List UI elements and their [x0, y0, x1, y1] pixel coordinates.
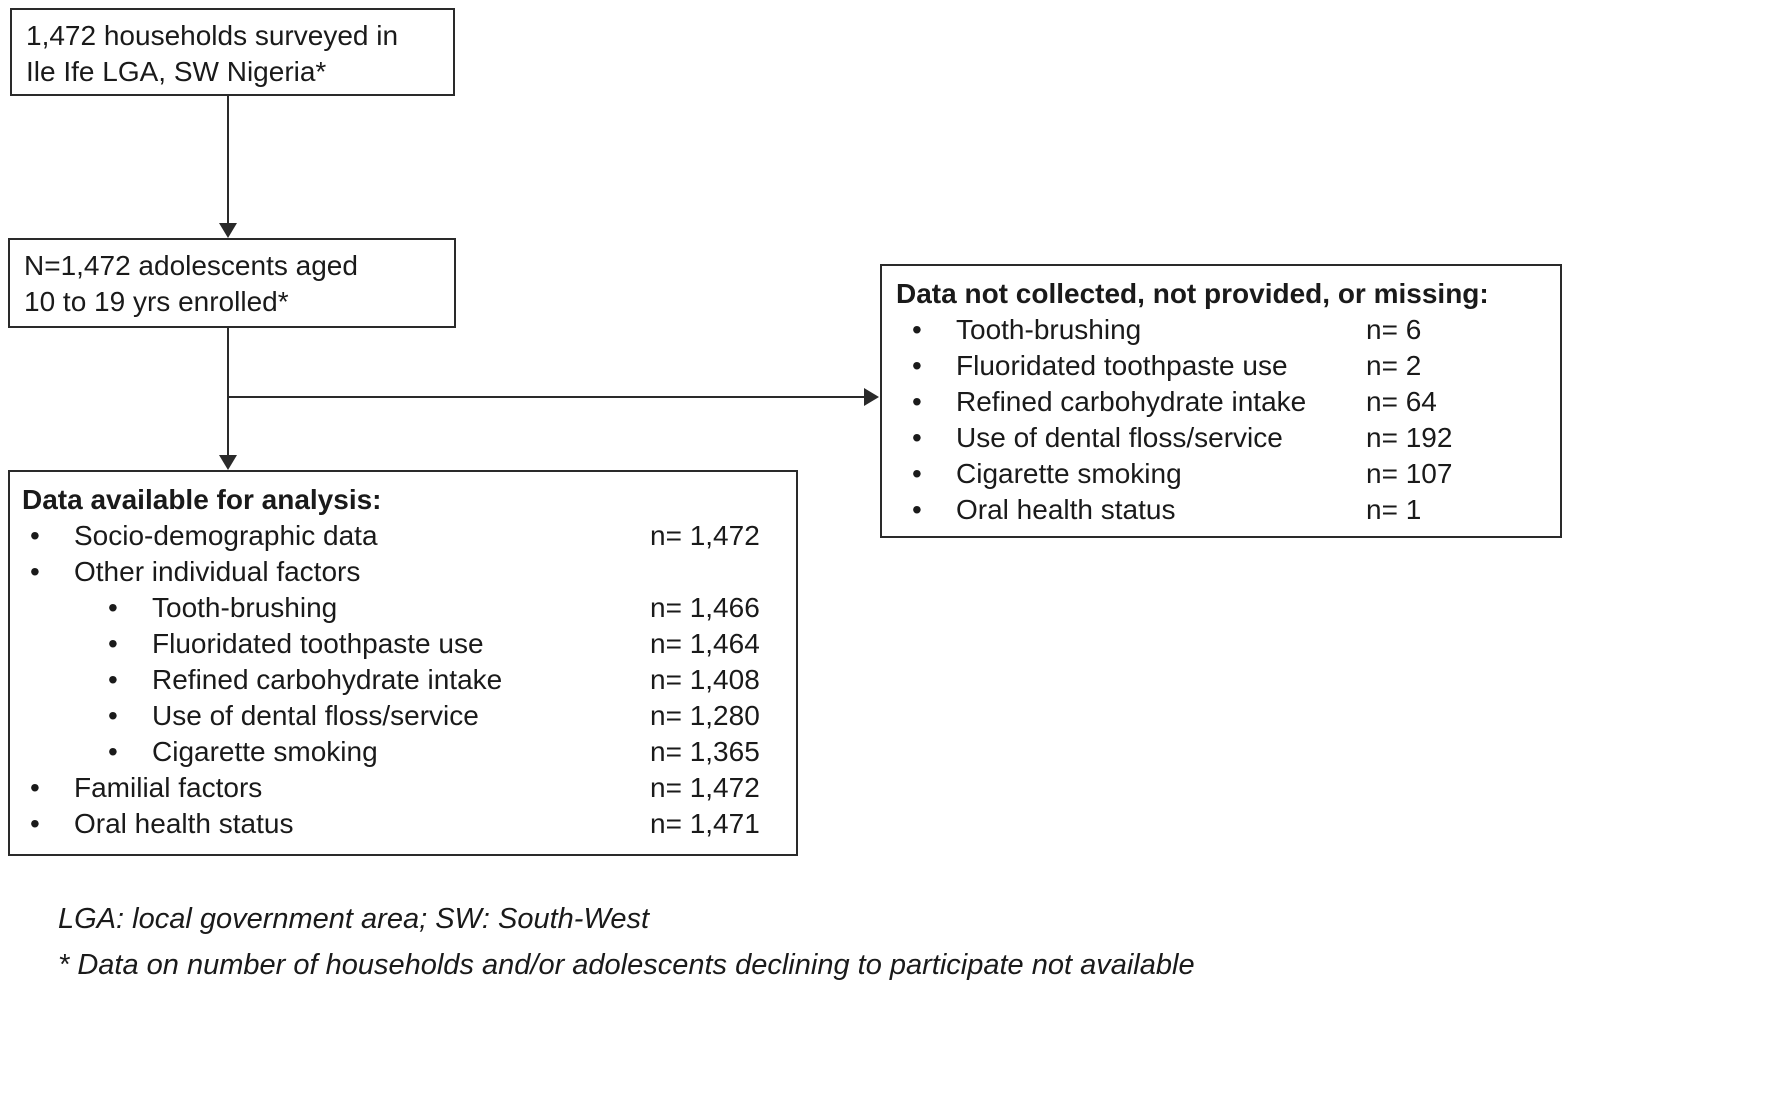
- bullet-icon: •: [108, 628, 118, 659]
- footnote-asterisk: * Data on number of households and/or adolescents declining to participate not available: [58, 949, 1195, 981]
- connector-line-branch-to-missing: [228, 396, 864, 398]
- box-households-surveyed: [10, 8, 455, 96]
- list-item-count: n= 1,472: [650, 772, 760, 803]
- bullet-icon: •: [912, 494, 922, 525]
- box-enrolled-line2: 10 to 19 yrs enrolled*: [24, 286, 289, 317]
- list-item-count: n= 1,365: [650, 736, 760, 767]
- list-item-count: n= 1,471: [650, 808, 760, 839]
- box-households-line2: Ile Ife LGA, SW Nigeria*: [26, 56, 327, 87]
- list-item: [22, 806, 784, 842]
- list-item: [22, 698, 784, 734]
- list-item-label: Refined carbohydrate intake: [956, 386, 1307, 417]
- list-item-label: Refined carbohydrate intake: [152, 664, 503, 695]
- list-item-count: n= 1,464: [650, 628, 760, 659]
- arrow-down-icon: [219, 455, 237, 470]
- list-item: [896, 348, 1546, 384]
- list-item: [22, 734, 784, 770]
- list-item-label: Use of dental floss/service: [956, 422, 1283, 453]
- list-item-label: Oral health status: [956, 494, 1176, 525]
- list-item-count: n= 1,466: [650, 592, 760, 623]
- list-item: [22, 590, 784, 626]
- list-item-label: Oral health status: [74, 808, 294, 839]
- list-item-count: n= 2: [1366, 350, 1422, 381]
- bullet-icon: •: [912, 386, 922, 417]
- list-item: [22, 626, 784, 662]
- bullet-icon: •: [912, 458, 922, 489]
- list-item: [22, 662, 784, 698]
- list-item-label: Socio-demographic data: [74, 520, 378, 551]
- list-item-count: n= 1: [1366, 494, 1422, 525]
- list-item-count: n= 1,280: [650, 700, 760, 731]
- list-item-label: Tooth-brushing: [956, 314, 1142, 345]
- list-item-label: Familial factors: [74, 772, 263, 803]
- list-item-label: Use of dental floss/service: [152, 700, 479, 731]
- list-item: [22, 770, 784, 806]
- list-item: [896, 312, 1546, 348]
- bullet-icon: •: [912, 314, 922, 345]
- list-item-count: n= 107: [1366, 458, 1453, 489]
- box-available-title: Data available for analysis:: [22, 484, 382, 515]
- footnotes: [58, 896, 1195, 988]
- list-item-count: n= 6: [1366, 314, 1422, 345]
- box-missing-title: Data not collected, not provided, or missing:: [896, 278, 1489, 309]
- footnote-abbreviations: LGA: local government area; SW: South-West: [58, 903, 650, 935]
- list-item: [22, 554, 784, 590]
- list-item-count: n= 64: [1366, 386, 1437, 417]
- bullet-icon: •: [108, 736, 118, 767]
- bullet-icon: •: [912, 350, 922, 381]
- box-households-line1: 1,472 households surveyed in: [26, 20, 399, 51]
- box-adolescents-enrolled: [8, 238, 456, 328]
- connector-line-households-to-enrolled: [227, 96, 229, 224]
- bullet-icon: •: [108, 592, 118, 623]
- list-item-label: Other individual factors: [74, 556, 361, 587]
- list-item-label: Cigarette smoking: [956, 458, 1182, 489]
- bullet-icon: •: [30, 556, 40, 587]
- list-item-label: Cigarette smoking: [152, 736, 378, 767]
- list-item: [22, 518, 784, 554]
- list-item-count: n= 192: [1366, 422, 1453, 453]
- list-item: [896, 456, 1546, 492]
- bullet-icon: •: [108, 700, 118, 731]
- bullet-icon: •: [912, 422, 922, 453]
- list-item-label: Tooth-brushing: [152, 592, 338, 623]
- list-item: [896, 492, 1546, 528]
- box-enrolled-line1: N=1,472 adolescents aged: [24, 250, 358, 281]
- list-item-label: Fluoridated toothpaste use: [956, 350, 1288, 381]
- list-item-count: n= 1,408: [650, 664, 760, 695]
- list-item: [896, 384, 1546, 420]
- list-item-count: n= 1,472: [650, 520, 760, 551]
- box-data-available: [8, 470, 798, 856]
- list-item: [896, 420, 1546, 456]
- bullet-icon: •: [30, 520, 40, 551]
- arrow-right-icon: [864, 388, 879, 406]
- bullet-icon: •: [108, 664, 118, 695]
- arrow-down-icon: [219, 223, 237, 238]
- bullet-icon: •: [30, 808, 40, 839]
- list-item-label: Fluoridated toothpaste use: [152, 628, 484, 659]
- connector-line-enrolled-to-available: [227, 328, 229, 456]
- box-data-missing: [880, 264, 1562, 538]
- bullet-icon: •: [30, 772, 40, 803]
